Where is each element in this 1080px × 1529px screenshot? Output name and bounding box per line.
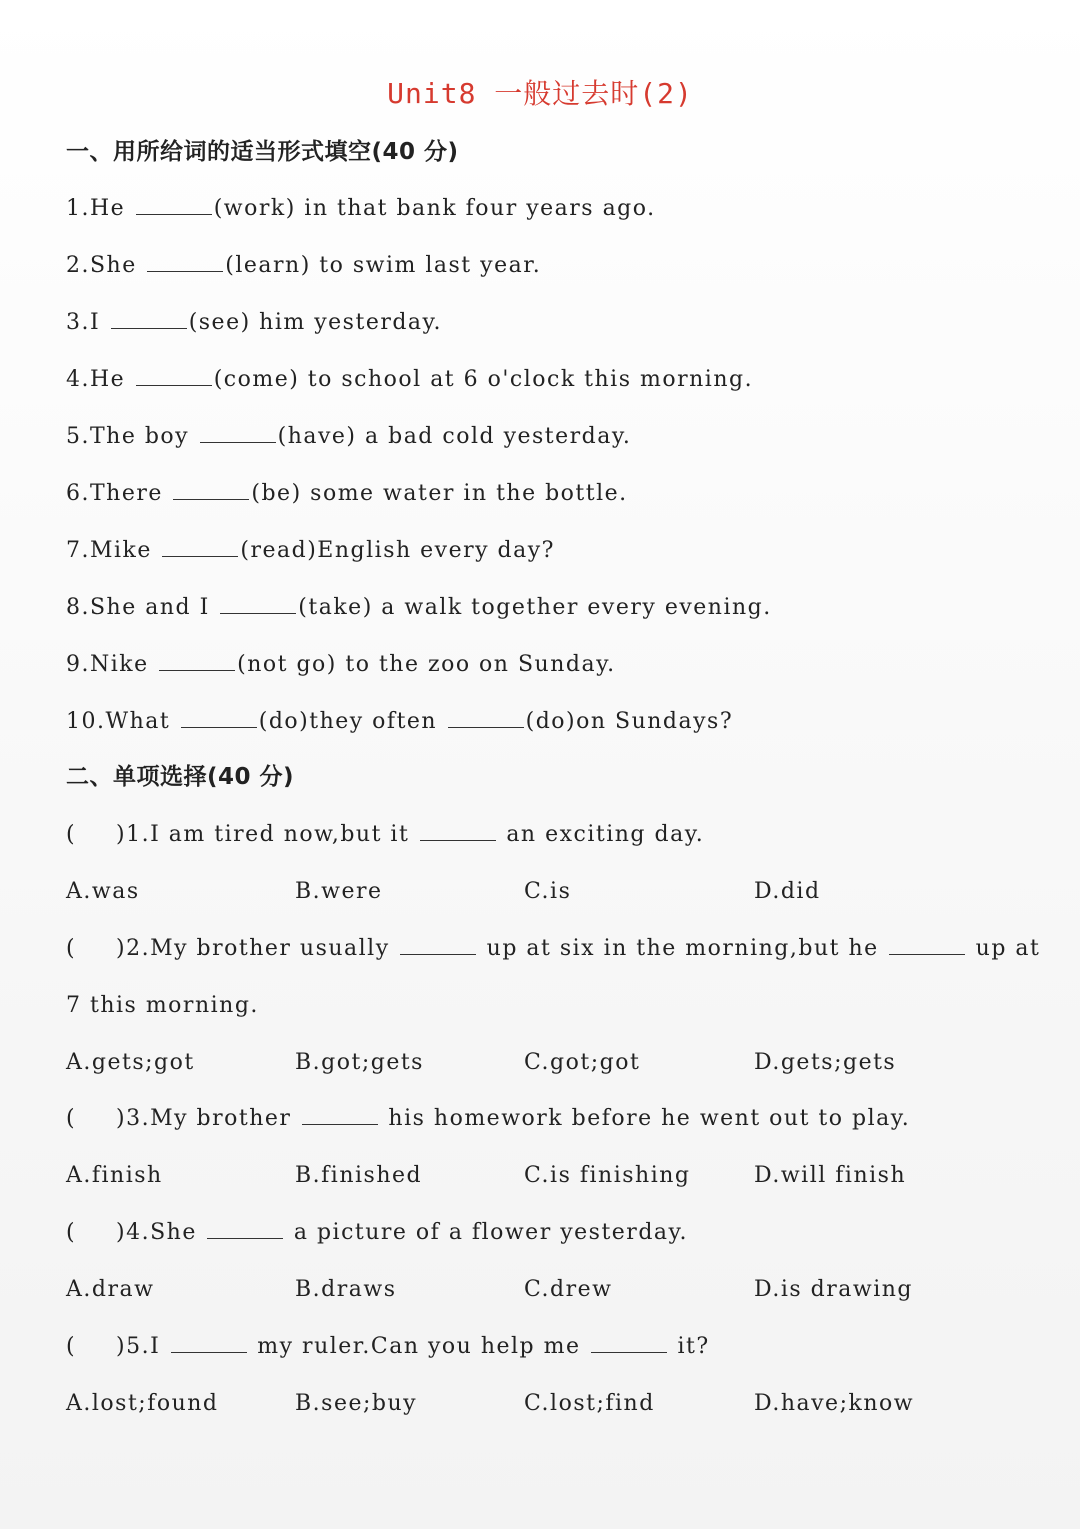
section-heading-fill-in: 一、用所给词的适当形式填空(40 分) (66, 139, 459, 165)
item-post: (do)on Sundays? (525, 709, 734, 734)
item-pre: 9.Nike (66, 652, 149, 677)
option-a[interactable]: A.was (66, 879, 140, 904)
choice-question-4 (66, 1216, 1046, 1250)
option-d[interactable]: D.did (754, 879, 821, 904)
fill-item-4 (66, 363, 1046, 397)
answer-paren[interactable]: ( (66, 936, 77, 961)
question-stem: up at (975, 936, 1041, 961)
option-c[interactable]: C.lost;find (524, 1391, 655, 1416)
question-stem: )3.My brother (116, 1106, 292, 1131)
question-stem: up at six in the morning,but he (486, 936, 879, 961)
item-post: (work) in that bank four years ago. (213, 196, 656, 221)
options-row-3 (66, 1159, 1046, 1193)
option-b[interactable]: B.were (295, 879, 383, 904)
item-post: (be) some water in the bottle. (251, 481, 628, 506)
fill-item-5 (66, 420, 1046, 454)
option-c[interactable]: C.is (524, 879, 572, 904)
item-post: (have) a bad cold yesterday. (277, 424, 632, 449)
option-b[interactable]: B.got;gets (295, 1050, 424, 1075)
question-stem: a picture of a flower yesterday. (293, 1220, 689, 1245)
answer-blank[interactable] (171, 1332, 247, 1353)
fill-item-3 (66, 306, 1046, 340)
option-c[interactable]: C.got;got (524, 1050, 641, 1075)
answer-blank[interactable] (159, 650, 235, 671)
option-a[interactable]: A.gets;got (66, 1050, 195, 1075)
choice-question-3 (66, 1102, 1046, 1136)
fill-item-8 (66, 591, 1046, 625)
item-pre: 7.Mike (66, 538, 152, 563)
question-stem: my ruler.Can you help me (257, 1334, 581, 1359)
fill-item-7 (66, 534, 1046, 568)
item-pre: 3.I (66, 310, 101, 335)
answer-blank[interactable] (591, 1332, 667, 1353)
question-stem: an exciting day. (506, 822, 705, 847)
option-b[interactable]: B.draws (295, 1277, 397, 1302)
item-pre: 8.She and I (66, 595, 210, 620)
option-d[interactable]: D.gets;gets (754, 1050, 897, 1075)
item-pre: 2.She (66, 253, 137, 278)
answer-blank[interactable] (400, 934, 476, 955)
answer-blank[interactable] (181, 707, 257, 728)
item-pre: 4.He (66, 367, 126, 392)
item-post: (read)English every day? (240, 538, 555, 563)
item-post: (take) a walk together every evening. (298, 595, 772, 620)
fill-item-10 (66, 705, 1046, 739)
choice-question-1 (66, 818, 1046, 852)
answer-blank[interactable] (111, 308, 187, 329)
option-b[interactable]: B.see;buy (295, 1391, 418, 1416)
item-post: (come) to school at 6 o'clock this morning. (213, 367, 754, 392)
options-row-4 (66, 1273, 1046, 1307)
item-mid: (do)they often (258, 709, 438, 734)
answer-blank[interactable] (162, 536, 238, 557)
question-stem: it? (677, 1334, 710, 1359)
answer-blank[interactable] (220, 593, 296, 614)
answer-paren[interactable]: ( (66, 822, 77, 847)
option-c[interactable]: C.is finishing (524, 1163, 691, 1188)
answer-blank[interactable] (420, 820, 496, 841)
option-d[interactable]: D.is drawing (754, 1277, 914, 1302)
answer-blank[interactable] (448, 707, 524, 728)
option-d[interactable]: D.have;know (754, 1391, 915, 1416)
answer-paren[interactable]: ( (66, 1106, 77, 1131)
answer-blank[interactable] (136, 365, 212, 386)
item-post: (not go) to the zoo on Sunday. (237, 652, 616, 677)
fill-item-9 (66, 648, 1046, 682)
option-a[interactable]: A.lost;found (66, 1391, 219, 1416)
page-title: Unit8 一般过去时(2) (387, 77, 693, 110)
answer-blank[interactable] (173, 479, 249, 500)
options-row-2 (66, 1046, 1046, 1080)
item-pre: 5.The boy (66, 424, 190, 449)
choice-question-5 (66, 1330, 1046, 1364)
fill-item-1 (66, 192, 1046, 226)
option-c[interactable]: C.drew (524, 1277, 613, 1302)
question-stem: his homework before he went out to play. (388, 1106, 911, 1131)
answer-paren[interactable]: ( (66, 1334, 77, 1359)
answer-blank[interactable] (889, 934, 965, 955)
item-pre: 10.What (66, 709, 171, 734)
question-stem: )5.I (116, 1334, 161, 1359)
option-d[interactable]: D.will finish (754, 1163, 907, 1188)
choice-question-2-continued: 7 this morning. (66, 993, 259, 1018)
option-a[interactable]: A.finish (66, 1163, 163, 1188)
question-stem: )1.I am tired now,but it (116, 822, 410, 847)
options-row-1 (66, 875, 1046, 909)
question-stem: )2.My brother usually (116, 936, 390, 961)
options-row-5 (66, 1387, 1046, 1421)
choice-question-2 (66, 932, 1046, 966)
answer-paren[interactable]: ( (66, 1220, 77, 1245)
option-b[interactable]: B.finished (295, 1163, 423, 1188)
question-stem: )4.She (116, 1220, 197, 1245)
item-post: (learn) to swim last year. (225, 253, 542, 278)
option-a[interactable]: A.draw (66, 1277, 155, 1302)
answer-blank[interactable] (200, 422, 276, 443)
item-pre: 1.He (66, 196, 126, 221)
answer-blank[interactable] (147, 251, 223, 272)
answer-blank[interactable] (302, 1104, 378, 1125)
section-heading-multiple-choice: 二、单项选择(40 分) (66, 764, 295, 790)
answer-blank[interactable] (207, 1218, 283, 1239)
fill-item-2 (66, 249, 1046, 283)
fill-item-6 (66, 477, 1046, 511)
item-post: (see) him yesterday. (188, 310, 443, 335)
answer-blank[interactable] (136, 194, 212, 215)
item-pre: 6.There (66, 481, 163, 506)
